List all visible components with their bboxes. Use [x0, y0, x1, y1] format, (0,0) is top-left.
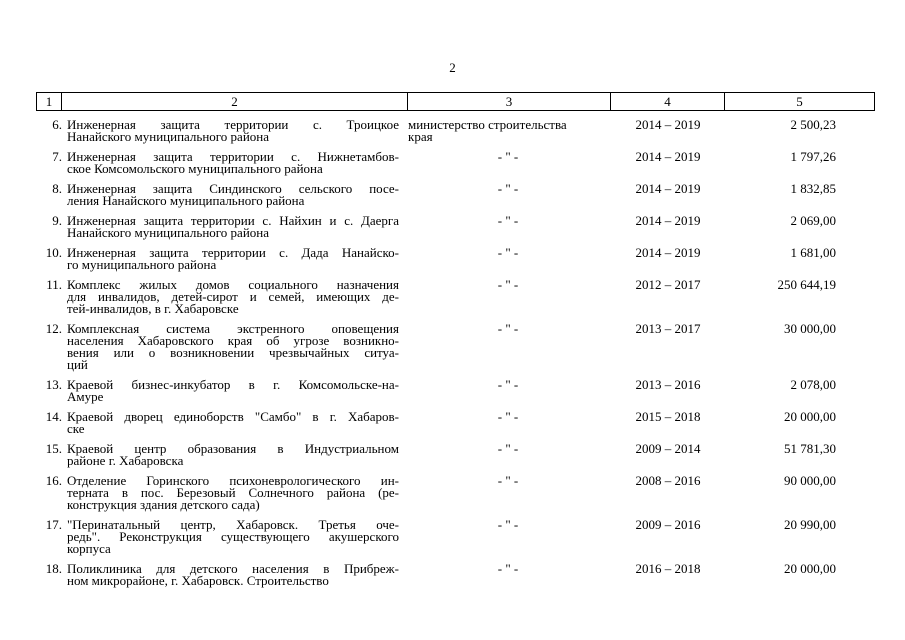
object-name-line: Инженерная защита территории с. Дада Нанайско- — [67, 245, 399, 260]
object-name-line: Нанайского муниципального района — [67, 129, 270, 144]
executor-line: - " - — [497, 441, 519, 456]
object-name-line: корпуса — [67, 541, 111, 556]
funding-amount: 51 781,30 — [784, 441, 836, 456]
object-name-line: Краевой центр образования в Индустриальном — [67, 441, 399, 456]
table-row — [36, 411, 874, 435]
implementation-period: 2014 – 2019 — [635, 149, 701, 164]
object-name — [67, 411, 399, 435]
object-name-line: Отделение Горинского психоневрологического ин- — [67, 473, 399, 488]
implementation-period: 2013 – 2017 — [635, 321, 701, 336]
executor-line: министерство строительства — [408, 117, 567, 132]
object-name-line: ций — [67, 357, 88, 372]
object-name-line: для инвалидов, детей-сирот и семей, имеющих де- — [67, 289, 399, 304]
implementation-period: 2014 – 2019 — [635, 213, 701, 228]
implementation-period: 2014 – 2019 — [635, 181, 701, 196]
executor-line: - " - — [497, 561, 519, 576]
table-row — [36, 247, 874, 271]
funding-amount: 2 069,00 — [790, 213, 836, 228]
executor-line: - " - — [497, 517, 519, 532]
executor-line: края — [408, 129, 433, 144]
executor-line: - " - — [497, 277, 519, 292]
column-header-row — [37, 93, 875, 111]
table-row — [36, 279, 874, 315]
row-number: 11. — [46, 277, 62, 292]
row-number: 12. — [45, 321, 62, 336]
executor — [408, 519, 608, 531]
object-name-line: Нанайского муниципального района — [67, 225, 270, 240]
executor — [408, 475, 608, 487]
table-row — [36, 215, 874, 239]
object-name-line: редь". Реконструкция существующего акушерского — [67, 529, 399, 544]
column-header-5: 5 — [725, 93, 875, 111]
object-name — [67, 323, 399, 371]
column-header-1: 1 — [37, 93, 62, 111]
implementation-period: 2014 – 2019 — [635, 117, 701, 132]
row-number: 8. — [52, 181, 62, 196]
object-name-line: ске — [67, 421, 85, 436]
funding-amount: 90 000,00 — [784, 473, 836, 488]
row-number: 15. — [45, 441, 62, 456]
object-name-line: ном микрорайоне, г. Хабаровск. Строительство — [67, 573, 329, 588]
row-number: 7. — [52, 149, 62, 164]
executor-line: - " - — [497, 321, 519, 336]
object-name-line: вения или о возникновении чрезвычайных ситуа- — [67, 345, 399, 360]
row-number: 18. — [45, 561, 62, 576]
row-number: 6. — [52, 117, 62, 132]
table-row — [36, 475, 874, 511]
implementation-period: 2013 – 2016 — [635, 377, 701, 392]
executor-line: - " - — [497, 409, 519, 424]
object-name — [67, 379, 399, 403]
page-number: 2 — [449, 60, 456, 75]
row-number: 17. — [45, 517, 62, 532]
column-header-table — [36, 92, 875, 111]
table-row — [36, 183, 874, 207]
object-name — [67, 247, 399, 271]
object-name — [67, 151, 399, 175]
funding-amount: 20 990,00 — [784, 517, 836, 532]
object-name-line: терната в пос. Березовый Солнечного района (ре- — [67, 485, 399, 500]
table-row — [36, 151, 874, 175]
funding-amount: 20 000,00 — [784, 561, 836, 576]
executor — [408, 215, 608, 227]
executor — [408, 151, 608, 163]
funding-amount: 1 832,85 — [790, 181, 836, 196]
row-number: 10. — [45, 245, 62, 260]
object-name-line: Инженерная защита территории с. Троицкое — [67, 117, 399, 132]
executor-line: - " - — [497, 149, 519, 164]
table-row — [36, 563, 874, 587]
executor — [408, 119, 608, 143]
funding-amount: 1 681,00 — [790, 245, 836, 260]
row-number: 9. — [52, 213, 62, 228]
implementation-period: 2014 – 2019 — [635, 245, 701, 260]
table-row — [36, 119, 874, 143]
object-name-line: ское Комсомольского муниципального района — [67, 161, 323, 176]
executor — [408, 183, 608, 195]
object-name — [67, 119, 399, 143]
object-name-line: го муниципального района — [67, 257, 217, 272]
object-name-line: Комплекс жилых домов социального назначения — [67, 277, 399, 292]
object-name-line: населения Хабаровского края об угрозе возникно- — [67, 333, 399, 348]
executor-line: - " - — [497, 473, 519, 488]
object-name — [67, 279, 399, 315]
column-header-4: 4 — [611, 93, 725, 111]
object-name — [67, 475, 399, 511]
object-name — [67, 215, 399, 239]
table-row — [36, 443, 874, 467]
object-name-line: районе г. Хабаровска — [67, 453, 184, 468]
funding-amount: 1 797,26 — [790, 149, 836, 164]
table-row — [36, 519, 874, 555]
table-row — [36, 323, 874, 371]
implementation-period: 2009 – 2016 — [635, 517, 701, 532]
executor-line: - " - — [497, 213, 519, 228]
object-name — [67, 519, 399, 555]
object-name-line: Амуре — [67, 389, 104, 404]
implementation-period: 2008 – 2016 — [635, 473, 701, 488]
object-name-line: Инженерная защита территории с. Найхин и с. Даерга — [67, 213, 399, 228]
executor — [408, 323, 608, 335]
object-name-line: Инженерная защита территории с. Нижнетамбов- — [67, 149, 399, 164]
executor — [408, 443, 608, 455]
row-number: 13. — [45, 377, 62, 392]
funding-amount: 2 078,00 — [790, 377, 836, 392]
executor-line: - " - — [497, 181, 519, 196]
row-number: 16. — [45, 473, 62, 488]
funding-amount: 2 500,23 — [790, 117, 836, 132]
implementation-period: 2009 – 2014 — [635, 441, 701, 456]
column-header-2: 2 — [62, 93, 408, 111]
object-name-line: Краевой дворец единоборств "Самбо" в г. Хабаров- — [67, 409, 399, 424]
column-header-3: 3 — [408, 93, 611, 111]
funding-amount: 30 000,00 — [784, 321, 836, 336]
executor — [408, 279, 608, 291]
object-name — [67, 563, 399, 587]
executor — [408, 411, 608, 423]
object-name-line: Поликлиника для детского населения в Прибреж- — [67, 561, 399, 576]
funding-amount: 20 000,00 — [784, 409, 836, 424]
object-name-line: "Перинатальный центр, Хабаровск. Третья оче- — [67, 517, 399, 532]
object-name — [67, 443, 399, 467]
implementation-period: 2012 – 2017 — [635, 277, 701, 292]
object-name-line: Краевой бизнес-инкубатор в г. Комсомольске-на- — [67, 377, 399, 392]
executor — [408, 247, 608, 259]
executor-line: - " - — [497, 245, 519, 260]
object-name-line: Инженерная защита Синдинского сельского посе- — [67, 181, 399, 196]
row-number: 14. — [45, 409, 62, 424]
implementation-period: 2015 – 2018 — [635, 409, 701, 424]
table-row — [36, 379, 874, 403]
object-name — [67, 183, 399, 207]
object-name-line: конструкция здания детского сада) — [67, 497, 260, 512]
object-name-line: ления Нанайского муниципального района — [67, 193, 305, 208]
object-name-line: тей-инвалидов, в г. Хабаровске — [67, 301, 239, 316]
executor — [408, 379, 608, 391]
executor — [408, 563, 608, 575]
executor-line: - " - — [497, 377, 519, 392]
object-name-line: Комплексная система экстренного оповещения — [67, 321, 399, 336]
funding-amount: 250 644,19 — [777, 277, 836, 292]
implementation-period: 2016 – 2018 — [635, 561, 701, 576]
